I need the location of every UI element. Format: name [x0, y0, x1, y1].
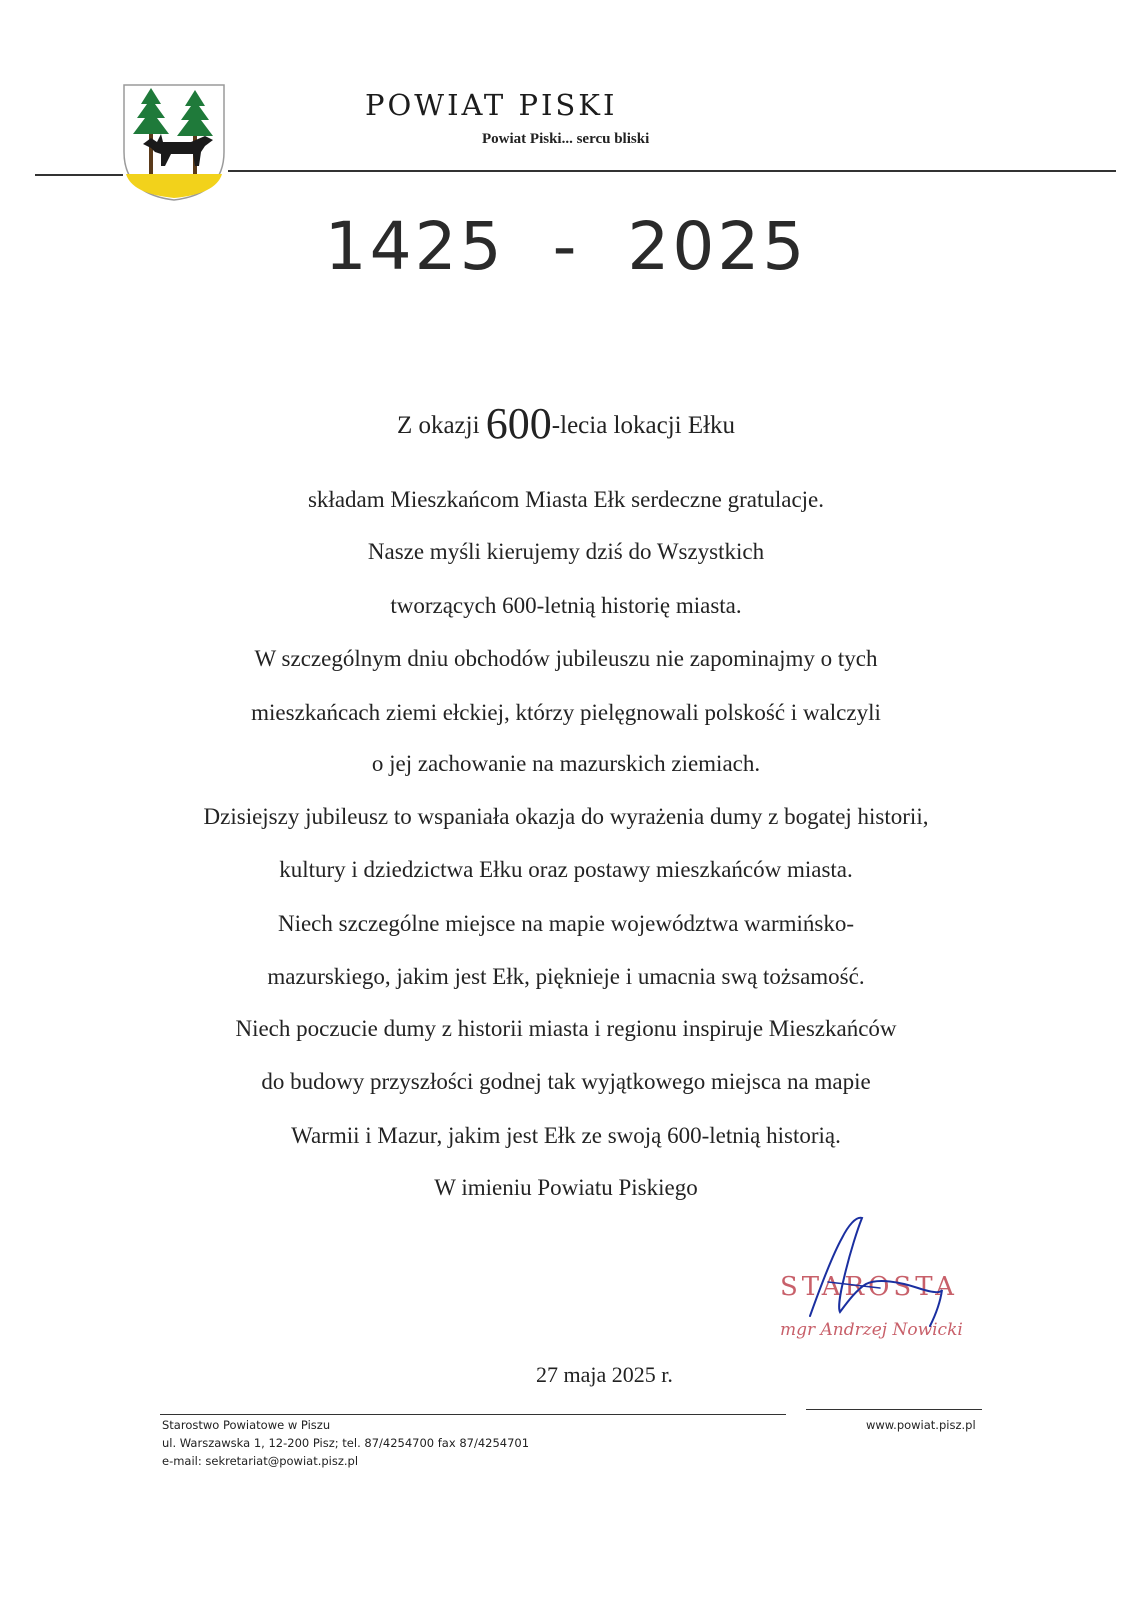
header-divider [228, 170, 1116, 172]
closing-line: W imieniu Powiatu Piskiego [434, 1175, 698, 1200]
body-line: W szczególnym dniu obchodów jubileuszu nie zapominajmy o tych [254, 646, 878, 671]
footer-address: ul. Warszawska 1, 12-200 Pisz; tel. 87/4254700 fax 87/4254701 [162, 1436, 530, 1450]
stamp-title: STAROSTA [780, 1272, 958, 1302]
body-line: składam Mieszkańcom Miasta Ełk serdeczne gratulacje. [307, 487, 825, 512]
header-divider [35, 174, 123, 176]
handwritten-signature [770, 1208, 1000, 1348]
stamp-name: mgr Andrzej Nowicki [780, 1320, 963, 1340]
footer-website-link[interactable]: www.powiat.pisz.pl [866, 1418, 976, 1432]
intro-number: 600 [485, 399, 552, 448]
intro-prefix: Z okazji [396, 412, 486, 439]
document-date: 27 maja 2025 r. [536, 1362, 673, 1387]
body-line: Warmii i Mazur, jakim jest Ełk ze swoją 600-letnią historią. [291, 1123, 841, 1148]
footer-office: Starostwo Powiatowe w Piszu [162, 1418, 331, 1432]
body-line: mazurskiego, jakim jest Ełk, pięknieje i umacnia swą tożsamość. [267, 964, 865, 989]
body-line: o jej zachowanie na mazurskich ziemiach. [371, 751, 761, 776]
footer-divider [806, 1409, 982, 1410]
body-line: tworzących 600-letnią historię miasta. [390, 593, 742, 618]
body-line: kultury i dziedzictwa Ełku oraz postawy mieszkańców miasta. [279, 857, 853, 882]
intro-suffix: -lecia lokacji Ełku [551, 412, 736, 439]
signature-stamp [770, 1208, 1000, 1348]
body-line: Niech poczucie dumy z historii miasta i regionu inspiruje Mieszkańców [235, 1016, 897, 1041]
body-line: Nasze myśli kierujemy dziś do Wszystkich [367, 539, 765, 564]
body-line: Dzisiejszy jubileusz to wspaniała okazja do wyrażenia dumy z bogatej historii, [203, 804, 929, 829]
anniversary-years: 1425 - 2025 [324, 208, 808, 285]
coat-of-arms-logo [121, 82, 227, 202]
body-line: mieszkańcach ziemi ełckiej, którzy pielęgnowali polskość i walczyli [251, 700, 881, 725]
header-title: POWIAT PISKI [365, 88, 618, 122]
intro-line [0, 398, 1132, 449]
header-motto: Powiat Piski... sercu bliski [482, 131, 650, 147]
footer-divider [160, 1414, 786, 1415]
body-line: Niech szczególne miejsce na mapie województwa warmińsko- [277, 911, 855, 936]
footer-email[interactable]: e-mail: sekretariat@powiat.pisz.pl [162, 1454, 359, 1468]
body-line: do budowy przyszłości godnej tak wyjątkowego miejsca na mapie [261, 1069, 871, 1094]
